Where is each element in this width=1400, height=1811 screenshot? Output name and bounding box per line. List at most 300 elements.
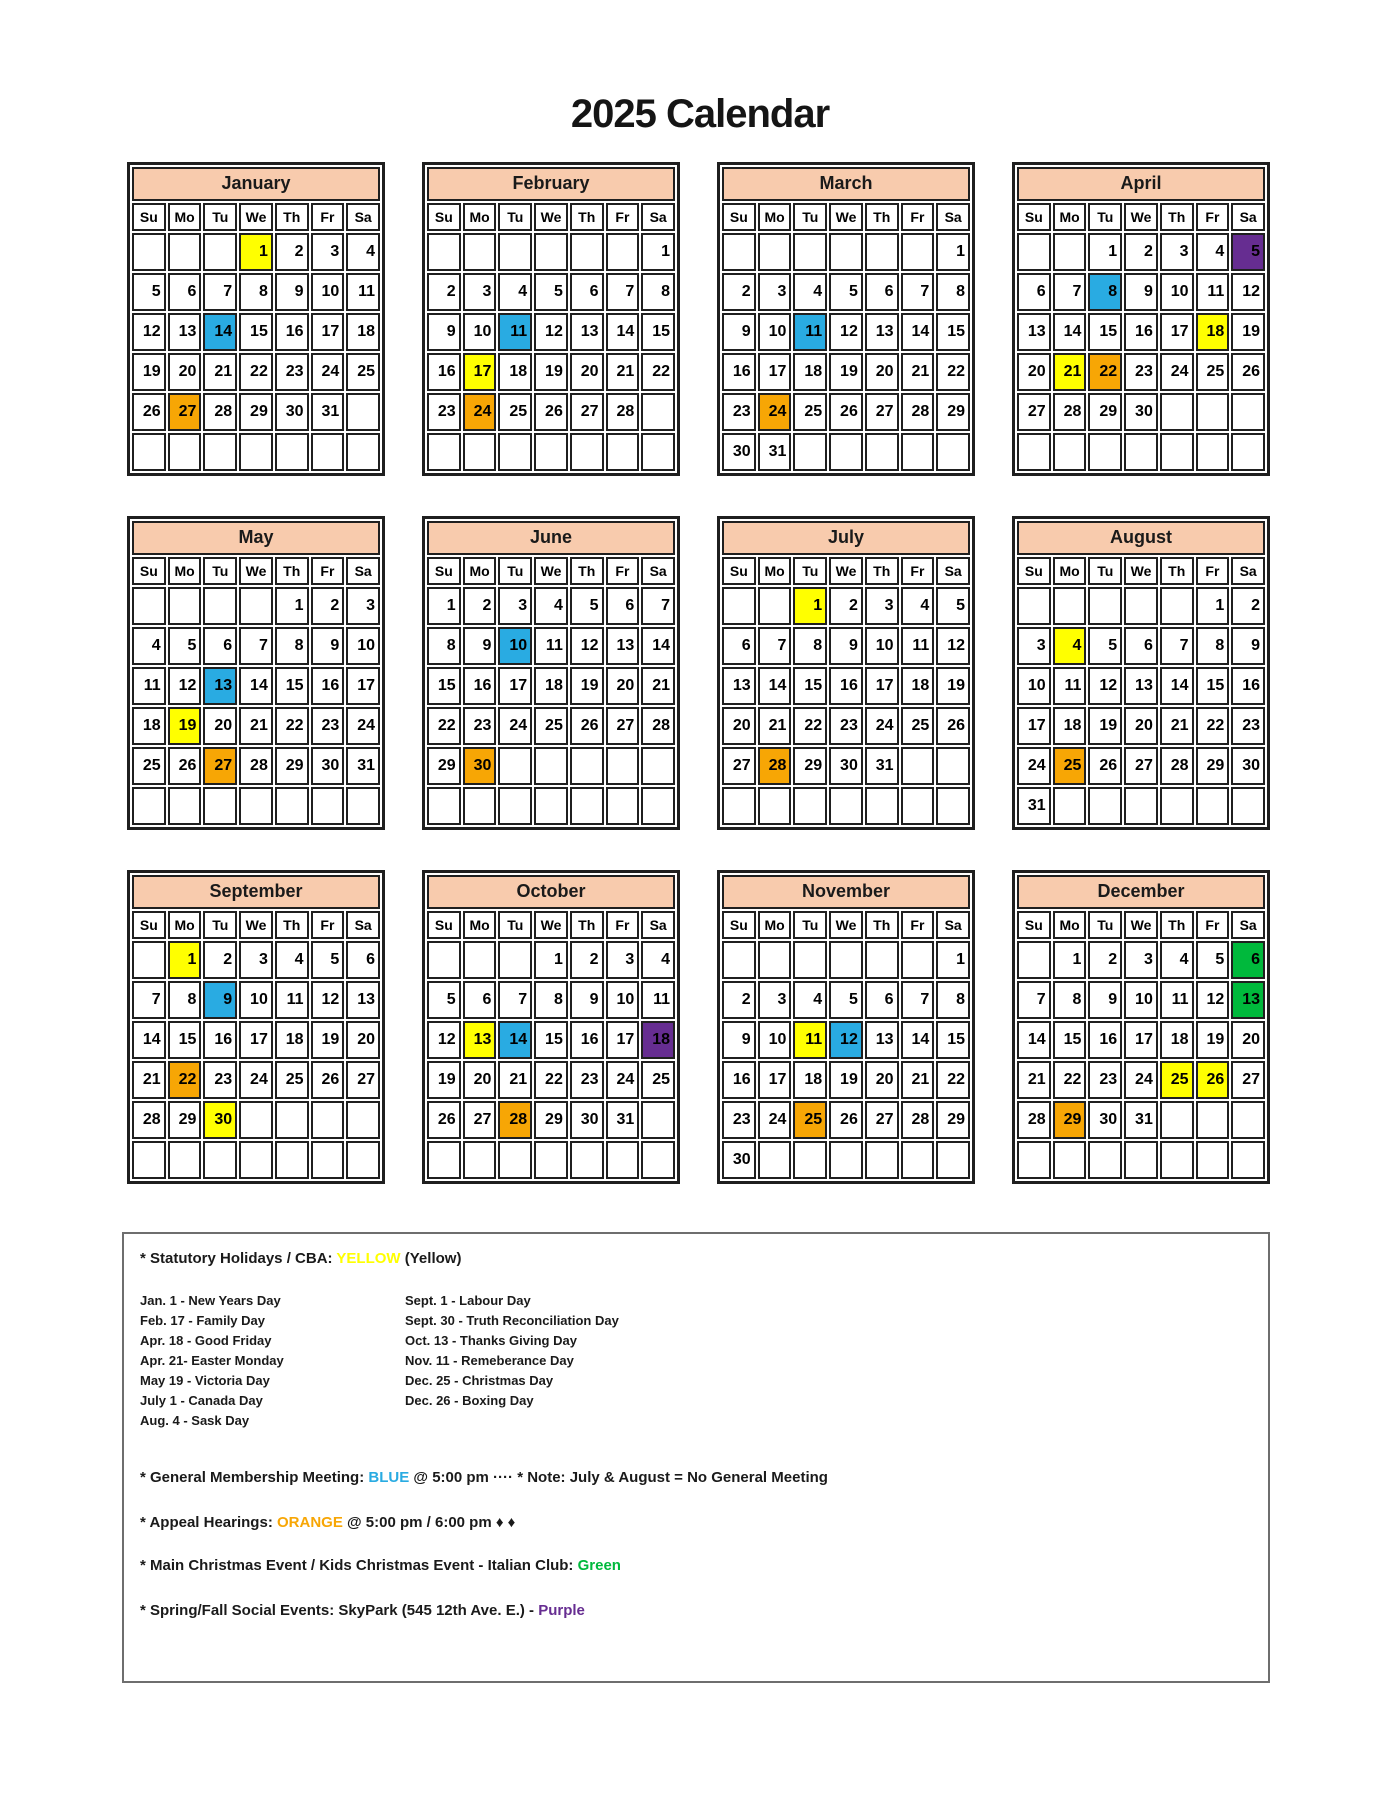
day-cell: 30 — [722, 1141, 756, 1179]
day-cell: 9 — [829, 627, 863, 665]
month-title: November — [722, 875, 970, 909]
day-cell — [534, 233, 568, 271]
day-cell: 14 — [606, 313, 640, 351]
day-cell: 10 — [311, 273, 345, 311]
day-cell: 6 — [865, 273, 899, 311]
day-cell: 11 — [534, 627, 568, 665]
day-cell: 16 — [1088, 1021, 1122, 1059]
day-cell — [1017, 941, 1051, 979]
day-cell: 18 — [534, 667, 568, 705]
day-cell: 6 — [865, 981, 899, 1019]
day-cell: 26 — [829, 1101, 863, 1139]
day-cell: 24 — [463, 393, 497, 431]
day-header-cell: Fr — [606, 557, 640, 585]
day-cell: 11 — [793, 313, 827, 351]
day-cell: 28 — [498, 1101, 532, 1139]
day-header-cell: Fr — [606, 203, 640, 231]
day-cell — [239, 1141, 273, 1179]
day-cell — [463, 941, 497, 979]
day-header-cell: Sa — [936, 557, 970, 585]
day-cell: 28 — [641, 707, 675, 745]
day-cell — [275, 1141, 309, 1179]
day-header-cell: We — [534, 557, 568, 585]
day-header-cell: Su — [1017, 557, 1051, 585]
day-cell: 17 — [498, 667, 532, 705]
day-cell: 13 — [168, 313, 202, 351]
day-cell — [168, 587, 202, 625]
day-cell: 4 — [498, 273, 532, 311]
day-cell: 3 — [1017, 627, 1051, 665]
day-cell — [865, 1141, 899, 1179]
month-june — [422, 516, 680, 830]
day-cell: 14 — [901, 1021, 935, 1059]
day-cell: 16 — [427, 353, 461, 391]
day-cell: 31 — [758, 433, 792, 471]
day-cell: 12 — [829, 313, 863, 351]
day-cell: 19 — [829, 353, 863, 391]
day-cell: 23 — [1124, 353, 1158, 391]
day-cell — [1160, 587, 1194, 625]
day-cell: 1 — [641, 233, 675, 271]
day-header-cell: Su — [722, 911, 756, 939]
day-cell — [641, 787, 675, 825]
day-header-cell: Fr — [1196, 911, 1230, 939]
day-cell: 19 — [132, 353, 166, 391]
day-cell: 4 — [346, 233, 380, 271]
day-cell — [203, 1141, 237, 1179]
day-cell: 12 — [534, 313, 568, 351]
day-cell — [865, 941, 899, 979]
day-cell: 9 — [1124, 273, 1158, 311]
day-cell: 16 — [311, 667, 345, 705]
day-header-cell: Sa — [346, 203, 380, 231]
day-cell — [793, 787, 827, 825]
day-cell: 14 — [203, 313, 237, 351]
day-cell — [758, 587, 792, 625]
day-cell: 23 — [570, 1061, 604, 1099]
day-cell: 4 — [793, 981, 827, 1019]
day-cell: 16 — [570, 1021, 604, 1059]
day-cell: 7 — [1160, 627, 1194, 665]
day-cell: 12 — [829, 1021, 863, 1059]
day-cell — [132, 587, 166, 625]
day-cell: 13 — [1017, 313, 1051, 351]
day-cell: 2 — [829, 587, 863, 625]
day-cell: 19 — [829, 1061, 863, 1099]
day-cell — [901, 1141, 935, 1179]
day-cell: 5 — [132, 273, 166, 311]
holiday-item: Sept. 30 - Truth Reconciliation Day — [405, 1313, 619, 1328]
day-cell — [311, 433, 345, 471]
day-cell: 25 — [793, 393, 827, 431]
day-header-cell: Mo — [168, 203, 202, 231]
day-cell — [606, 1141, 640, 1179]
day-header-cell: Su — [132, 557, 166, 585]
day-cell: 1 — [936, 941, 970, 979]
day-header-cell: Tu — [203, 203, 237, 231]
day-cell — [168, 787, 202, 825]
day-cell: 31 — [865, 747, 899, 785]
day-cell: 27 — [463, 1101, 497, 1139]
day-cell: 17 — [1124, 1021, 1158, 1059]
day-header-cell: Mo — [463, 557, 497, 585]
day-cell — [641, 433, 675, 471]
day-header-cell: Su — [427, 203, 461, 231]
day-cell: 14 — [641, 627, 675, 665]
day-cell: 15 — [641, 313, 675, 351]
day-cell — [570, 747, 604, 785]
day-cell: 23 — [203, 1061, 237, 1099]
day-cell: 7 — [1017, 981, 1051, 1019]
day-header-cell: Th — [570, 557, 604, 585]
day-cell: 4 — [132, 627, 166, 665]
day-cell: 7 — [901, 273, 935, 311]
holiday-item: Jan. 1 - New Years Day — [140, 1293, 281, 1308]
day-cell: 30 — [463, 747, 497, 785]
day-cell — [1160, 787, 1194, 825]
day-cell: 2 — [722, 273, 756, 311]
month-march — [717, 162, 975, 476]
day-cell: 10 — [865, 627, 899, 665]
day-cell: 14 — [498, 1021, 532, 1059]
day-cell: 23 — [829, 707, 863, 745]
day-cell: 26 — [311, 1061, 345, 1099]
day-cell: 6 — [606, 587, 640, 625]
day-cell — [1124, 1141, 1158, 1179]
day-cell: 27 — [865, 1101, 899, 1139]
day-header-cell: We — [829, 911, 863, 939]
day-cell — [203, 433, 237, 471]
day-cell: 22 — [168, 1061, 202, 1099]
day-cell: 5 — [168, 627, 202, 665]
day-cell — [132, 941, 166, 979]
month-title: February — [427, 167, 675, 201]
day-cell: 4 — [901, 587, 935, 625]
day-header-cell: Tu — [203, 911, 237, 939]
day-cell: 26 — [829, 393, 863, 431]
day-cell: 29 — [1053, 1101, 1087, 1139]
day-cell: 1 — [1088, 233, 1122, 271]
day-cell: 8 — [239, 273, 273, 311]
day-cell — [168, 1141, 202, 1179]
day-cell: 20 — [722, 707, 756, 745]
day-cell: 27 — [1017, 393, 1051, 431]
holiday-item: Sept. 1 - Labour Day — [405, 1293, 531, 1308]
day-cell: 20 — [865, 1061, 899, 1099]
day-cell: 26 — [1231, 353, 1265, 391]
day-cell: 25 — [132, 747, 166, 785]
day-cell: 28 — [758, 747, 792, 785]
day-cell: 13 — [606, 627, 640, 665]
day-cell: 2 — [463, 587, 497, 625]
month-grid — [427, 203, 675, 471]
day-cell: 12 — [427, 1021, 461, 1059]
day-header-cell: Fr — [901, 203, 935, 231]
day-cell — [275, 1101, 309, 1139]
day-cell: 19 — [168, 707, 202, 745]
month-grid — [427, 911, 675, 1179]
day-cell: 28 — [901, 1101, 935, 1139]
month-august — [1012, 516, 1270, 830]
day-cell: 7 — [203, 273, 237, 311]
day-cell: 28 — [1053, 393, 1087, 431]
day-cell: 13 — [1124, 667, 1158, 705]
holiday-item: Dec. 25 - Christmas Day — [405, 1373, 554, 1388]
day-cell: 11 — [498, 313, 532, 351]
day-cell: 12 — [1231, 273, 1265, 311]
day-cell: 2 — [1088, 941, 1122, 979]
day-header-cell: Th — [1160, 911, 1194, 939]
day-cell: 23 — [1231, 707, 1265, 745]
day-cell: 27 — [865, 393, 899, 431]
day-cell: 30 — [829, 747, 863, 785]
day-cell: 27 — [722, 747, 756, 785]
day-cell: 11 — [901, 627, 935, 665]
day-header-cell: Fr — [606, 911, 640, 939]
day-cell: 23 — [722, 393, 756, 431]
day-cell — [427, 941, 461, 979]
day-cell: 17 — [1017, 707, 1051, 745]
month-grid — [1017, 911, 1265, 1179]
day-cell — [1053, 587, 1087, 625]
day-cell — [463, 787, 497, 825]
day-header-cell: Tu — [793, 557, 827, 585]
day-cell: 29 — [534, 1101, 568, 1139]
day-cell: 11 — [346, 273, 380, 311]
day-header-cell: Sa — [641, 911, 675, 939]
holiday-item: Oct. 13 - Thanks Giving Day — [405, 1333, 577, 1348]
day-cell: 6 — [168, 273, 202, 311]
day-cell — [534, 787, 568, 825]
day-cell: 8 — [1088, 273, 1122, 311]
day-cell — [1088, 433, 1122, 471]
day-cell — [132, 787, 166, 825]
day-cell: 24 — [758, 393, 792, 431]
day-cell: 16 — [275, 313, 309, 351]
day-header-cell: Sa — [346, 557, 380, 585]
legend-green-label: Green — [577, 1557, 621, 1574]
day-cell — [1053, 433, 1087, 471]
day-cell: 26 — [132, 393, 166, 431]
day-cell: 15 — [427, 667, 461, 705]
day-cell: 5 — [936, 587, 970, 625]
day-cell: 27 — [346, 1061, 380, 1099]
month-grid — [132, 911, 380, 1179]
month-title: June — [427, 521, 675, 555]
month-title: September — [132, 875, 380, 909]
day-cell: 15 — [1196, 667, 1230, 705]
day-cell: 22 — [1053, 1061, 1087, 1099]
day-cell: 9 — [463, 627, 497, 665]
month-november — [717, 870, 975, 1184]
day-cell: 15 — [168, 1021, 202, 1059]
day-cell: 1 — [936, 233, 970, 271]
day-cell — [901, 233, 935, 271]
day-cell — [758, 941, 792, 979]
day-header-cell: We — [1124, 557, 1158, 585]
day-header-cell: Mo — [758, 203, 792, 231]
day-cell — [606, 747, 640, 785]
month-title: December — [1017, 875, 1265, 909]
day-cell: 11 — [132, 667, 166, 705]
day-cell — [239, 787, 273, 825]
day-cell: 3 — [1160, 233, 1194, 271]
day-cell: 19 — [1088, 707, 1122, 745]
legend-christmas-prefix: * Main Christmas Event / Kids Christmas Event - Italian Club: — [140, 1557, 578, 1574]
day-cell: 7 — [132, 981, 166, 1019]
day-header-cell: Sa — [1231, 557, 1265, 585]
day-header-cell: Sa — [1231, 911, 1265, 939]
day-cell: 23 — [275, 353, 309, 391]
day-cell: 17 — [463, 353, 497, 391]
day-cell: 16 — [203, 1021, 237, 1059]
day-cell: 18 — [275, 1021, 309, 1059]
day-cell — [239, 433, 273, 471]
month-october — [422, 870, 680, 1184]
day-cell: 20 — [168, 353, 202, 391]
day-header-cell: We — [534, 203, 568, 231]
day-cell: 5 — [1231, 233, 1265, 271]
holiday-list-right — [405, 1291, 619, 1431]
day-cell: 15 — [936, 1021, 970, 1059]
day-cell — [829, 787, 863, 825]
day-cell: 7 — [498, 981, 532, 1019]
day-cell: 21 — [606, 353, 640, 391]
month-may — [127, 516, 385, 830]
day-cell: 18 — [1053, 707, 1087, 745]
day-cell — [936, 1141, 970, 1179]
day-cell: 9 — [311, 627, 345, 665]
day-cell — [829, 233, 863, 271]
day-header-cell: We — [534, 911, 568, 939]
day-cell: 22 — [936, 1061, 970, 1099]
day-cell: 8 — [936, 981, 970, 1019]
day-cell: 29 — [168, 1101, 202, 1139]
day-cell — [346, 1141, 380, 1179]
day-cell: 24 — [311, 353, 345, 391]
day-cell: 27 — [1231, 1061, 1265, 1099]
day-cell: 25 — [901, 707, 935, 745]
day-cell — [722, 233, 756, 271]
day-cell — [722, 787, 756, 825]
day-cell — [203, 787, 237, 825]
holiday-item: May 19 - Victoria Day — [140, 1373, 270, 1388]
day-cell: 10 — [606, 981, 640, 1019]
day-cell: 22 — [239, 353, 273, 391]
day-cell — [1053, 787, 1087, 825]
day-cell: 15 — [1053, 1021, 1087, 1059]
day-cell: 5 — [534, 273, 568, 311]
day-cell: 27 — [168, 393, 202, 431]
legend-statutory-suffix: (Yellow) — [400, 1250, 462, 1267]
day-cell — [534, 433, 568, 471]
day-header-cell: Fr — [1196, 203, 1230, 231]
day-cell: 3 — [758, 273, 792, 311]
legend-gmm-line — [140, 1469, 1258, 1486]
day-header-cell: Sa — [936, 203, 970, 231]
day-cell — [1124, 587, 1158, 625]
day-cell — [275, 787, 309, 825]
day-cell — [641, 1101, 675, 1139]
day-header-cell: Th — [275, 911, 309, 939]
day-header-cell: Th — [1160, 557, 1194, 585]
day-cell — [498, 941, 532, 979]
legend-orange-label: ORANGE — [276, 1514, 343, 1531]
day-cell: 19 — [534, 353, 568, 391]
day-cell: 23 — [722, 1101, 756, 1139]
page-title: 2025 Calendar — [570, 92, 830, 136]
day-header-cell: Mo — [1053, 203, 1087, 231]
day-cell: 6 — [1124, 627, 1158, 665]
day-cell: 29 — [793, 747, 827, 785]
day-cell: 9 — [1231, 627, 1265, 665]
day-cell: 21 — [1160, 707, 1194, 745]
day-header-cell: We — [829, 203, 863, 231]
day-header-cell: We — [829, 557, 863, 585]
day-cell: 20 — [1017, 353, 1051, 391]
day-cell — [1231, 787, 1265, 825]
day-header-cell: Su — [722, 203, 756, 231]
day-cell — [793, 433, 827, 471]
day-cell: 20 — [606, 667, 640, 705]
day-cell: 22 — [1088, 353, 1122, 391]
day-cell: 25 — [275, 1061, 309, 1099]
day-cell: 4 — [1160, 941, 1194, 979]
day-header-cell: Sa — [1231, 203, 1265, 231]
day-cell: 23 — [427, 393, 461, 431]
day-cell: 3 — [1124, 941, 1158, 979]
day-cell: 1 — [168, 941, 202, 979]
month-december — [1012, 870, 1270, 1184]
day-cell — [132, 233, 166, 271]
day-cell: 9 — [1088, 981, 1122, 1019]
day-cell — [1088, 1141, 1122, 1179]
day-cell — [758, 787, 792, 825]
day-cell — [1124, 433, 1158, 471]
day-header-cell: Su — [1017, 911, 1051, 939]
day-cell: 24 — [758, 1101, 792, 1139]
day-cell: 14 — [239, 667, 273, 705]
day-cell: 12 — [311, 981, 345, 1019]
day-cell — [427, 233, 461, 271]
day-header-cell: Tu — [203, 557, 237, 585]
day-cell: 27 — [203, 747, 237, 785]
legend-appeal-suffix: @ 5:00 pm / 6:00 pm ♦ ♦ — [342, 1514, 516, 1531]
day-cell: 6 — [722, 627, 756, 665]
day-cell: 24 — [498, 707, 532, 745]
day-header-cell: Mo — [168, 557, 202, 585]
day-header-cell: We — [239, 911, 273, 939]
day-header-cell: Tu — [793, 911, 827, 939]
day-header-cell: Th — [570, 911, 604, 939]
day-cell: 18 — [641, 1021, 675, 1059]
day-cell: 22 — [793, 707, 827, 745]
day-header-cell: Tu — [793, 203, 827, 231]
day-cell: 28 — [1017, 1101, 1051, 1139]
day-cell: 26 — [570, 707, 604, 745]
day-cell: 13 — [346, 981, 380, 1019]
day-header-cell: Tu — [498, 557, 532, 585]
day-cell — [758, 233, 792, 271]
day-cell — [534, 747, 568, 785]
day-header-cell: Mo — [168, 911, 202, 939]
day-cell — [1017, 233, 1051, 271]
day-cell — [1160, 433, 1194, 471]
day-cell — [936, 433, 970, 471]
day-cell: 11 — [1196, 273, 1230, 311]
day-header-cell: Su — [427, 911, 461, 939]
day-cell: 3 — [606, 941, 640, 979]
